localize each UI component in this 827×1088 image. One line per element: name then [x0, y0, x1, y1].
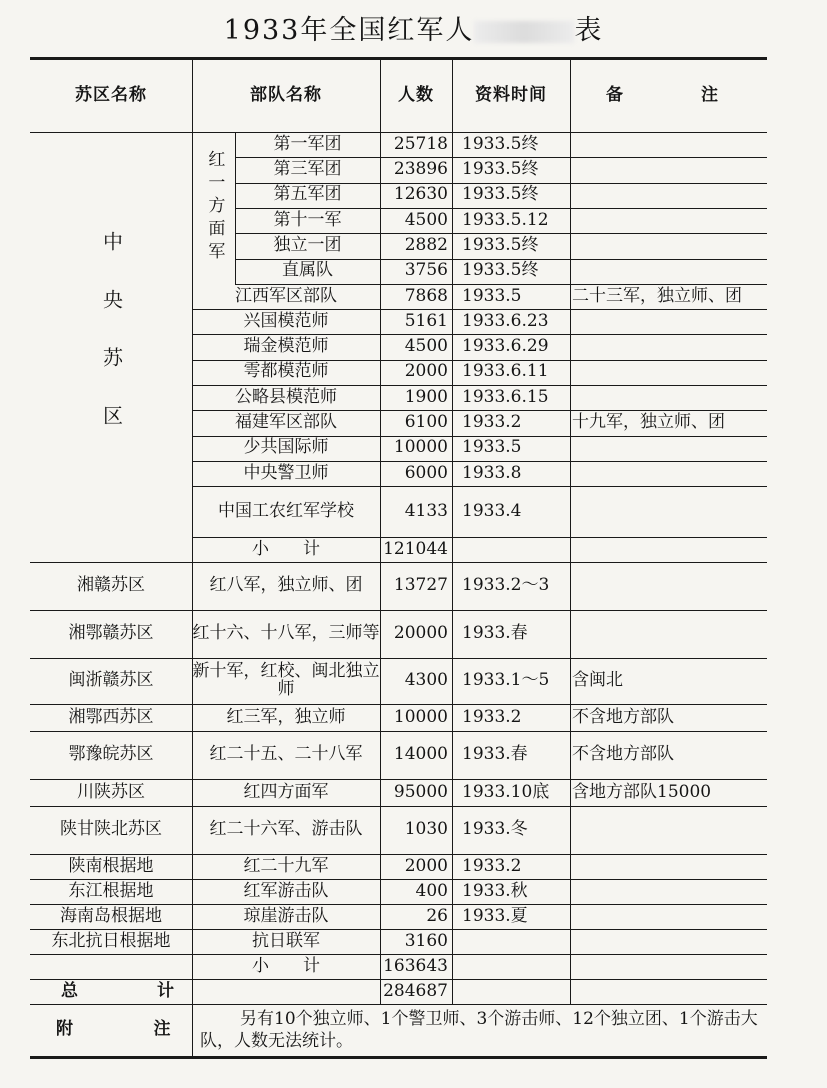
table-cell-unit: 独立一团	[273, 234, 342, 255]
table-cell-unit: 红八军，独立师、团	[209, 575, 363, 596]
table-cell-count: 3160	[404, 930, 448, 951]
table-cell-unit: 第十一军	[273, 209, 342, 230]
table-cell-unit: 第一军团	[273, 133, 342, 154]
subtotal-count: 121044	[383, 538, 448, 559]
table-cell-note: 含闽北	[572, 670, 623, 691]
header-note-b: 注	[701, 85, 719, 106]
table-cell-region: 川陕苏区	[77, 781, 145, 802]
table-cell-unit: 兴国模范师	[243, 310, 329, 331]
table-cell-unit: 红三军，独立师	[226, 706, 346, 727]
table-cell-date: 1933.5终	[462, 133, 539, 154]
table-cell-count: 4500	[404, 209, 448, 230]
header-date: 资料时间	[475, 85, 547, 106]
table-cell-date: 1933.夏	[462, 905, 528, 926]
table-cell-date: 1933.春	[462, 744, 528, 765]
table-cell-unit: 中央警卫师	[243, 462, 329, 483]
table-cell-count: 2882	[404, 234, 448, 255]
total-count: 284687	[383, 980, 448, 1001]
table-cell-date: 1933.5终	[462, 260, 539, 281]
header-unit: 部队名称	[250, 85, 322, 106]
table-cell-date: 1933.2	[462, 855, 522, 876]
table-cell-region: 东北抗日根据地	[51, 930, 171, 951]
table-cell-unit: 江西军区部队	[235, 285, 337, 306]
table-cell-unit: 新十军，红校、闽北独立师	[192, 661, 380, 700]
table-cell-note: 十九军，独立师、团	[572, 412, 725, 433]
table-cell-count: 6000	[404, 462, 448, 483]
table-cell-region: 湘赣苏区	[77, 575, 145, 596]
table-cell-unit: 雩都模范师	[243, 361, 329, 382]
table-cell-unit: 福建军区部队	[235, 412, 337, 433]
table-cell-region: 湘鄂赣苏区	[68, 623, 154, 644]
table-cell-date: 1933.10底	[462, 781, 550, 802]
table-cell-date: 1933.5	[462, 285, 522, 306]
total-label-a: 总	[61, 980, 79, 1001]
header-note-a: 备	[606, 85, 624, 106]
table-cell-count: 25718	[393, 133, 448, 154]
table-cell-count: 2000	[404, 361, 448, 382]
table-cell-unit: 红二十五、二十八军	[209, 744, 363, 765]
column-rule	[380, 60, 381, 1004]
table-cell-count: 10000	[393, 437, 448, 458]
appendix-label-b: 注	[153, 1019, 172, 1040]
table-cell-unit: 红十六、十八军，三师等	[192, 623, 380, 644]
table-cell-date: 1933.春	[462, 623, 528, 644]
table-cell-note: 不含地方部队	[572, 744, 674, 765]
table-cell-note: 含地方部队15000	[572, 781, 712, 802]
table-cell-count: 10000	[393, 706, 448, 727]
table-cell-date: 1933.2～3	[462, 575, 550, 596]
table-cell-count: 400	[415, 880, 448, 901]
column-rule	[192, 60, 193, 1056]
table-cell-unit: 中国工农红军学校	[218, 500, 354, 521]
table-cell-date: 1933.2	[462, 412, 522, 433]
table-cell-unit: 红二十九军	[243, 855, 329, 876]
table-cell-region: 陕甘陕北苏区	[60, 819, 162, 840]
table-cell-unit: 少共国际师	[243, 437, 329, 458]
table-cell-count: 26	[426, 905, 448, 926]
region-central: 中央苏区	[99, 231, 124, 464]
title-text: 1933年全国红军人	[223, 15, 475, 46]
table-cell-count: 5161	[404, 310, 448, 331]
table-cell-count: 4300	[404, 670, 448, 691]
table-cell-note: 不含地方部队	[572, 706, 674, 727]
total-label-b: 计	[157, 980, 175, 1001]
table-cell-date: 1933.5终	[462, 184, 539, 205]
table-cell-date: 1933.1～5	[462, 670, 550, 691]
table-bottom-rule	[30, 1056, 767, 1059]
table-cell-unit: 抗日联军	[252, 930, 320, 951]
subtotal-label: 小 计	[252, 538, 320, 559]
table-cell-count: 23896	[393, 159, 448, 180]
table-cell-count: 4500	[404, 336, 448, 357]
table-cell-count: 6100	[404, 412, 448, 433]
table-cell-date: 1933.6.23	[462, 310, 549, 331]
table-cell-date: 1933.5.12	[462, 209, 549, 230]
table-cell-count: 14000	[393, 744, 448, 765]
table-cell-region: 海南岛根据地	[60, 905, 162, 926]
table-cell-unit: 公略县模范师	[235, 386, 337, 407]
table-cell-count: 2000	[404, 855, 448, 876]
table-cell-unit: 第三军团	[273, 159, 342, 180]
table-cell-date: 1933.5	[462, 437, 522, 458]
table-cell-unit: 红军游击队	[243, 880, 329, 901]
table-cell-unit: 琼崖游击队	[243, 905, 329, 926]
table-cell-count: 4133	[404, 500, 448, 521]
table-cell-date: 1933.2	[462, 706, 522, 727]
table-cell-date: 1933.6.11	[462, 361, 549, 382]
table-cell-date: 1933.秋	[462, 880, 528, 901]
table-cell-unit: 瑞金模范师	[243, 336, 329, 357]
table-cell-date: 1933.冬	[462, 819, 528, 840]
table-cell-date: 1933.5终	[462, 159, 539, 180]
table-cell-count: 1030	[404, 819, 448, 840]
subtotal-count: 163643	[383, 955, 448, 976]
table-cell-count: 3756	[404, 260, 448, 281]
table-cell-count: 13727	[393, 575, 448, 596]
table-cell-date: 1933.5终	[462, 234, 539, 255]
table-cell-unit: 直属队	[282, 260, 333, 281]
appendix-label-a: 附	[56, 1019, 74, 1040]
table-cell-unit: 红四方面军	[243, 781, 329, 802]
appendix-text: 另有10个独立师、1个警卫师、3个游击师、12个独立团、1个游击大队，人数无法统计。	[200, 1009, 758, 1052]
table-cell-count: 20000	[393, 623, 448, 644]
table-cell-region: 东江根据地	[68, 880, 154, 901]
table-cell-region: 陕南根据地	[68, 855, 154, 876]
column-rule	[452, 60, 453, 1004]
table-cell-unit: 红二十六军、游击队	[209, 819, 363, 840]
table-cell-count: 95000	[393, 781, 448, 802]
subtotal-label: 小 计	[252, 955, 320, 976]
table-cell-date: 1933.6.29	[462, 336, 549, 357]
table-cell-date: 1933.8	[462, 462, 522, 483]
title-suffix: 表	[574, 15, 604, 46]
table-cell-region: 鄂豫皖苏区	[68, 744, 154, 765]
table-cell-count: 12630	[393, 184, 448, 205]
table-cell-date: 1933.4	[462, 500, 522, 521]
column-rule	[570, 60, 571, 1004]
table-cell-count: 1900	[404, 386, 448, 407]
header-count: 人数	[398, 85, 434, 106]
table-cell-date: 1933.6.15	[462, 386, 549, 407]
group-divider	[235, 132, 236, 284]
table-cell-unit: 第五军团	[273, 184, 342, 205]
table-cell-region: 湘鄂西苏区	[68, 706, 154, 727]
table-cell-count: 7868	[404, 285, 448, 306]
table-cell-note: 二十三军，独立师、团	[572, 285, 742, 306]
table-cell-region: 闽浙赣苏区	[68, 670, 154, 691]
army-group-label: 红一方面军	[204, 150, 225, 266]
header-region: 苏区名称	[75, 85, 147, 106]
